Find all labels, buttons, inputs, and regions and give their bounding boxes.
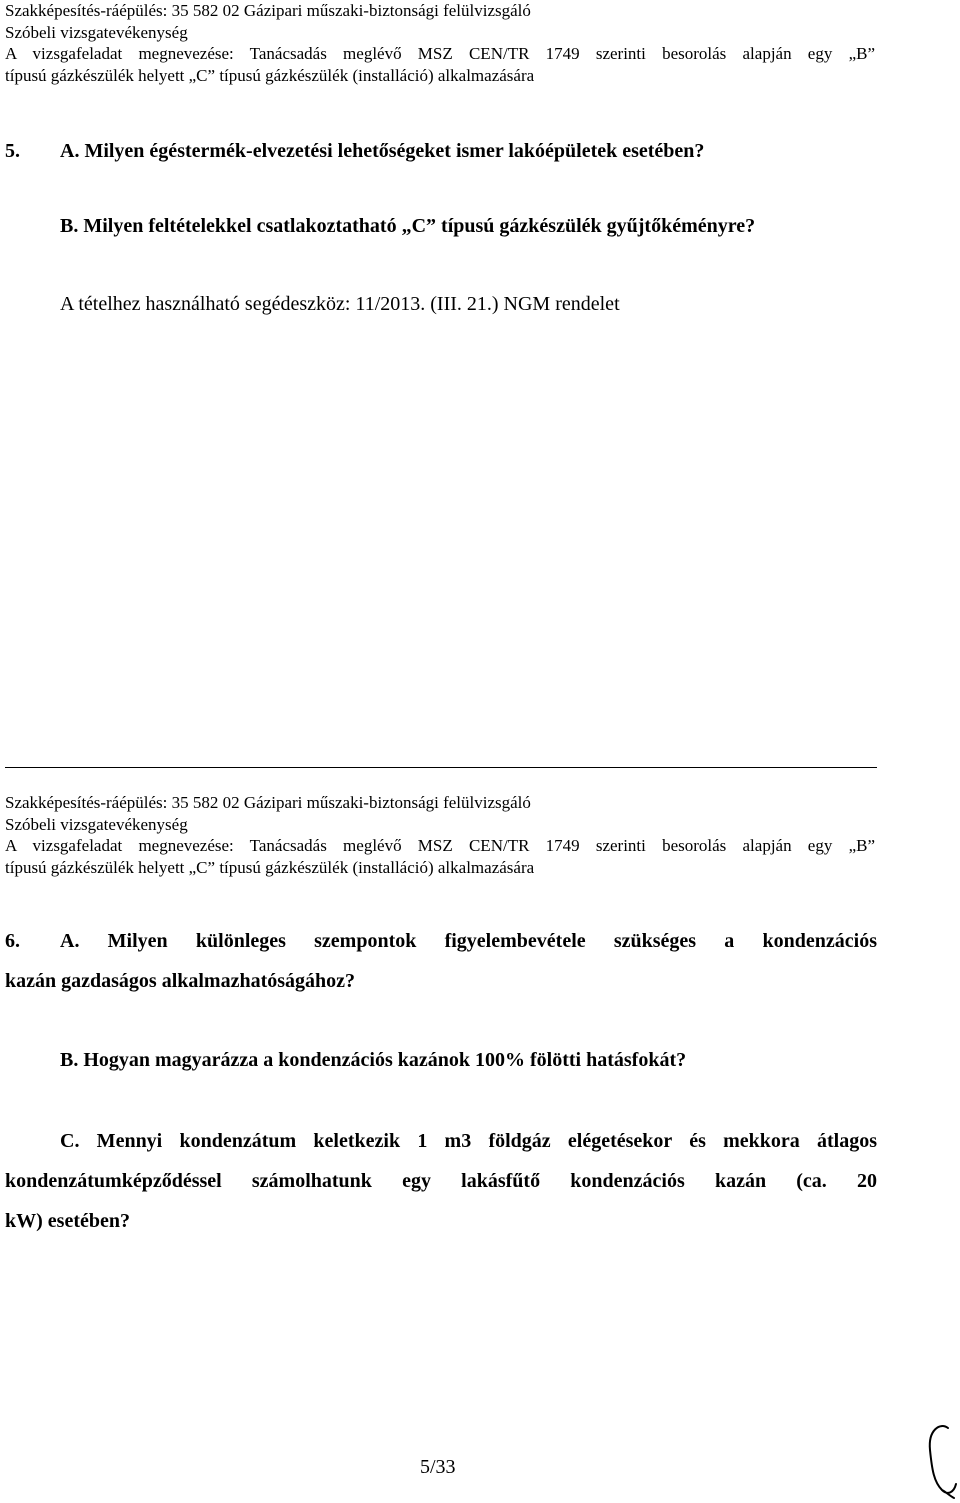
question-number: 6. bbox=[5, 930, 20, 952]
header-task-title: A vizsgafeladat megnevezése: Tanácsadás meglévő MSZ CEN/TR 1749 szerinti besorolás alapján egy „B” bbox=[5, 44, 875, 63]
question-number: 5. bbox=[5, 140, 20, 162]
handwritten-signature bbox=[920, 1420, 960, 1500]
question-5a-text: A. Milyen égéstermék-elvezetési lehetőségeket ismer lakóépületek esetében? bbox=[60, 140, 705, 162]
header-activity: Szóbeli vizsgatevékenység bbox=[5, 814, 188, 834]
document-header bbox=[5, 0, 875, 86]
header-activity: Szóbeli vizsgatevékenység bbox=[5, 22, 188, 42]
question-6c bbox=[5, 1121, 877, 1241]
question-6a-line2: kazán gazdaságos alkalmazhatóságához? bbox=[5, 970, 356, 992]
question-6a bbox=[5, 921, 877, 1001]
document-header-2 bbox=[5, 792, 875, 878]
header-qualification: Szakképesítés-ráépülés: 35 582 02 Gázipari műszaki-biztonsági felülvizsgáló bbox=[5, 793, 531, 812]
header-task-title-cont: típusú gázkészülék helyett „C” típusú gázkészülék (installáció) alkalmazására bbox=[5, 857, 535, 877]
question-6b: B. Hogyan magyarázza a kondenzációs kazánok 100% fölötti hatásfokát? bbox=[60, 1049, 687, 1071]
page-number: 5/33 bbox=[420, 1456, 456, 1478]
question-6c-line3: kW) esetében? bbox=[5, 1210, 130, 1232]
question-5a bbox=[5, 140, 704, 163]
header-qualification: Szakképesítés-ráépülés: 35 582 02 Gázipari műszaki-biztonsági felülvizsgáló bbox=[5, 1, 531, 20]
header-task-title-cont: típusú gázkészülék helyett „C” típusú gázkészülék (installáció) alkalmazására bbox=[5, 65, 535, 85]
question-6c-line2: kondenzátumképződéssel számolhatunk egy lakásfűtő kondenzációs kazán (ca. 20 bbox=[5, 1170, 877, 1192]
question-6c-line1: C. Mennyi kondenzátum keletkezik 1 m3 földgáz elégetésekor és mekkora átlagos bbox=[60, 1130, 877, 1152]
question-6a-line1: 6. A. Milyen különleges szempontok figyelembevétele szükséges a kondenzációs bbox=[5, 921, 877, 961]
allowed-tool-note: A tételhez használható segédeszköz: 11/2013. (III. 21.) NGM rendelet bbox=[60, 293, 620, 315]
question-5b: B. Milyen feltételekkel csatlakoztatható „C” típusú gázkészülék gyűjtőkéményre? bbox=[60, 215, 756, 237]
header-task-title: A vizsgafeladat megnevezése: Tanácsadás meglévő MSZ CEN/TR 1749 szerinti besorolás alapján egy „B” bbox=[5, 836, 875, 855]
section-divider bbox=[5, 767, 877, 768]
